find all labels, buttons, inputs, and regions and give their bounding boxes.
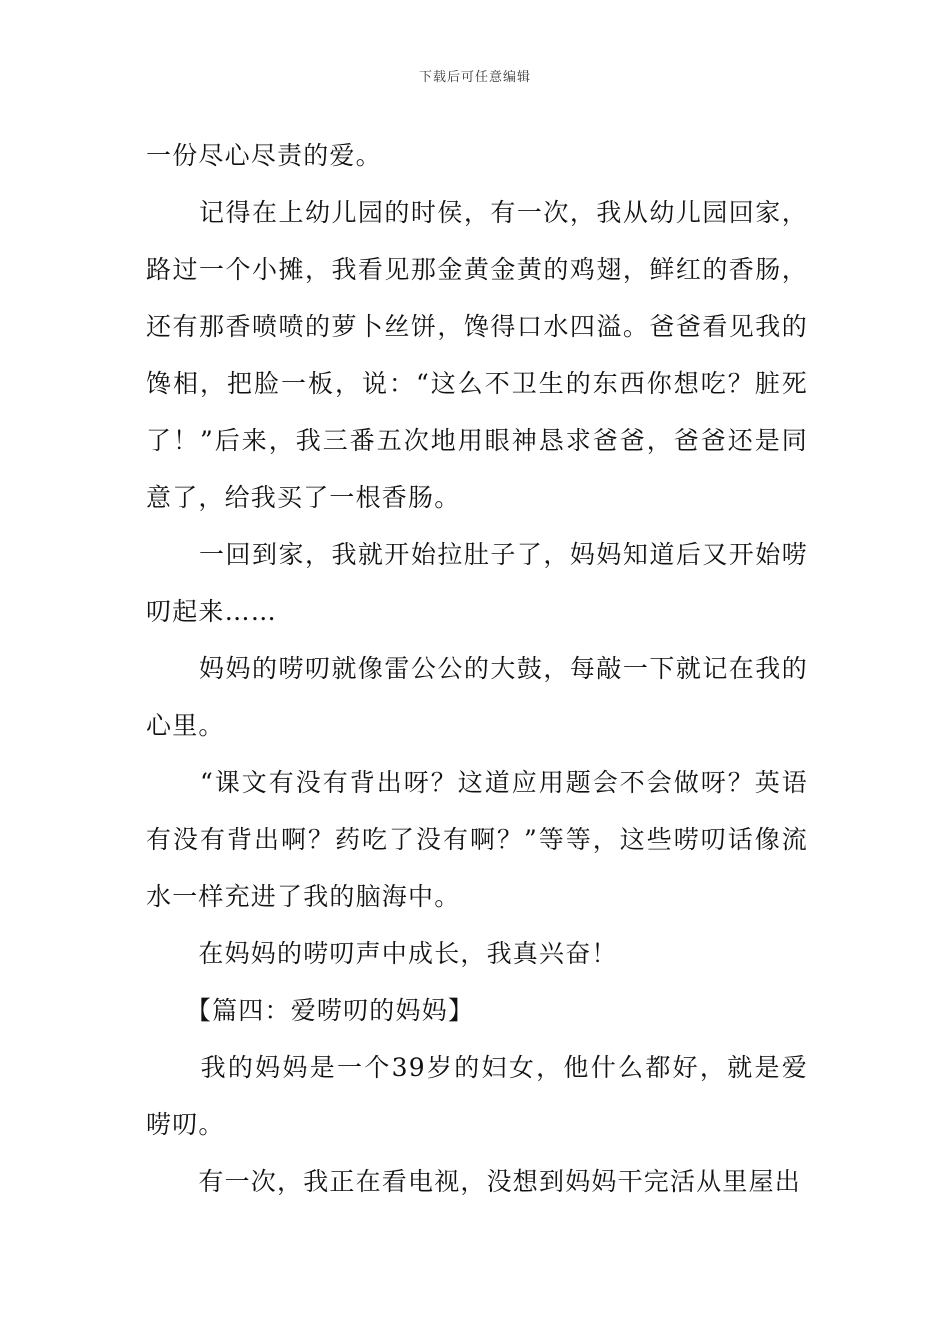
page-header-note: 下载后可任意编辑 xyxy=(418,70,531,85)
paragraph: 一份尽心尽责的爱。 xyxy=(146,141,382,170)
paragraph: 有一次，我正在看电视，没想到妈妈干完活从里屋出 xyxy=(146,1167,802,1196)
paragraph: 妈妈的唠叨就像雷公公的大鼓，每敲一下就记在我的心里。 xyxy=(146,654,808,740)
paragraph: “课文有没有背出呀？这道应用题会不会做呀？英语有没有背出啊？药吃了没有啊？”等等，这些唠叨话像流水一样充进了我的脑海中。 xyxy=(146,768,808,911)
document-body xyxy=(146,127,808,1210)
paragraph: 一回到家，我就开始拉肚子了，妈妈知道后又开始唠叨起来…… xyxy=(146,540,808,626)
paragraph: 在妈妈的唠叨声中成长，我真兴奋！ xyxy=(146,939,618,968)
paragraph: 记得在上幼儿园的时侯，有一次，我从幼儿园回家，路过一个小摊，我看见那金黄金黄的鸡翅，鲜红的香肠，还有那香喷喷的萝卜丝饼，馋得口水四溢。爸爸看见我的馋相，把脸一板，说：“这么不卫生的东西你想吃？脏死了！”后来，我三番五次地用眼神恳求爸爸，爸爸还是同意了，给我买了一根香肠。 xyxy=(146,198,808,512)
paragraph: 我的妈妈是一个39岁的妇女，他什么都好，就是爱唠叨。 xyxy=(146,1053,808,1139)
section-heading: 【篇四：爱唠叨的妈妈】 xyxy=(146,996,475,1025)
